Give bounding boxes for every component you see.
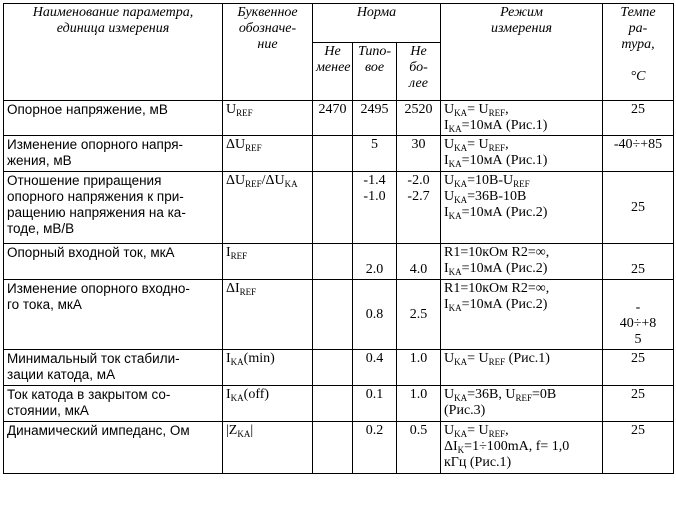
mode-cell: $U_{KA}= U_{REF}$, $I_{KA}=10мА$ (Рис.1) (441, 136, 603, 172)
temp-cell: 25 (603, 172, 674, 244)
max-cell: 4.0 (397, 244, 441, 280)
min-cell (313, 350, 353, 386)
temp-cell: 25 (603, 101, 674, 136)
symbol-cell: $\Delta I_{REF}$ (223, 280, 313, 350)
symbol-cell: $|Z_{KA}|$ (223, 422, 313, 474)
param-cell: Минимальный ток стабили- зации катода, мА (4, 350, 223, 386)
min-cell (313, 244, 353, 280)
max-cell: 30 (397, 136, 441, 172)
header-symbol: Буквенное обозначе- ние (223, 4, 313, 101)
typ-cell: 0.1 (353, 386, 397, 422)
header-param: Наименование параметра, единица измерения (4, 4, 223, 101)
table-row (4, 350, 674, 386)
min-cell (313, 172, 353, 244)
mode-cell: R1=10кОм R2=∞, $I_{KA}=10мА$ (Рис.2) (441, 244, 603, 280)
header-mode: Режим измерения (441, 4, 603, 101)
table-row (4, 136, 674, 172)
header-min: Не менее (313, 43, 353, 101)
symbol-cell: $\Delta U_{REF}/\Delta U_{KA}$ (223, 172, 313, 244)
min-cell (313, 280, 353, 350)
max-cell: -2.0 -2.7 (397, 172, 441, 244)
max-cell: 1.0 (397, 386, 441, 422)
param-cell: Изменение опорного входно- го тока, мкА (4, 280, 223, 350)
min-cell (313, 136, 353, 172)
symbol-cell: $I_{REF}$ (223, 244, 313, 280)
parameters-table (3, 3, 674, 474)
table-row (4, 280, 674, 350)
header-temp: Темпе ра- тура, °С (603, 4, 674, 101)
min-cell (313, 422, 353, 474)
param-cell: Динамический импеданс, Ом (4, 422, 223, 474)
typ-cell: 0.2 (353, 422, 397, 474)
param-cell: Ток катода в закрытом со- стоянии, мкА (4, 386, 223, 422)
mode-cell: $U_{KA}= U_{REF}$ (Рис.1) (441, 350, 603, 386)
param-cell: Опорное напряжение, мВ (4, 101, 223, 136)
mode-cell: $U_{KA}=36В$, $U_{REF}=0В$ (Рис.3) (441, 386, 603, 422)
typ-cell: 2.0 (353, 244, 397, 280)
typ-cell: 0.4 (353, 350, 397, 386)
min-cell (313, 386, 353, 422)
mode-cell: $U_{KA}= U_{REF}$, $I_{KA}=10мА$ (Рис.1) (441, 101, 603, 136)
typ-cell: 5 (353, 136, 397, 172)
typ-cell: 0.8 (353, 280, 397, 350)
param-cell: Опорный входной ток, мкА (4, 244, 223, 280)
temp-cell: - 40÷+8 5 (603, 280, 674, 350)
symbol-cell: $U_{REF}$ (223, 101, 313, 136)
symbol-cell: $I_{KA}(\min)$ (223, 350, 313, 386)
header-norm: Норма (313, 4, 441, 43)
table-row (4, 244, 674, 280)
temp-cell: 25 (603, 350, 674, 386)
temp-cell: -40÷+85 (603, 136, 674, 172)
typ-cell: 2495 (353, 101, 397, 136)
mode-cell: $U_{KA}=10В-U_{REF}$ $U_{KA}=36В-10В$ $I_{KA}=10мА$ (Рис.2) (441, 172, 603, 244)
header-typ: Типо- вое (353, 43, 397, 101)
min-cell: 2470 (313, 101, 353, 136)
param-cell: Изменение опорного напря- жения, мВ (4, 136, 223, 172)
max-cell: 2.5 (397, 280, 441, 350)
mode-cell: $U_{KA}= U_{REF}$, $\Delta I_K=1\div 100mA$, f= 1,0 кГц (Рис.1) (441, 422, 603, 474)
max-cell: 2520 (397, 101, 441, 136)
spec-table-wrapper (3, 3, 674, 474)
max-cell: 0.5 (397, 422, 441, 474)
header-max: Не бо- лее (397, 43, 441, 101)
mode-cell: R1=10кОм R2=∞, $I_{KA}=10мА$ (Рис.2) (441, 280, 603, 350)
table-row (4, 172, 674, 244)
symbol-cell: $\Delta U_{REF}$ (223, 136, 313, 172)
symbol-cell: $I_{KA}(off)$ (223, 386, 313, 422)
temp-cell: 25 (603, 386, 674, 422)
table-row (4, 101, 674, 136)
table-row (4, 386, 674, 422)
max-cell: 1.0 (397, 350, 441, 386)
temp-cell: 25 (603, 244, 674, 280)
temp-cell: 25 (603, 422, 674, 474)
table-row (4, 422, 674, 474)
param-cell: Отношение приращения опорного напряжения к при- ращению напряжения на ка- тоде, мВ/В (4, 172, 223, 244)
table-body (4, 101, 674, 474)
typ-cell: -1.4 -1.0 (353, 172, 397, 244)
